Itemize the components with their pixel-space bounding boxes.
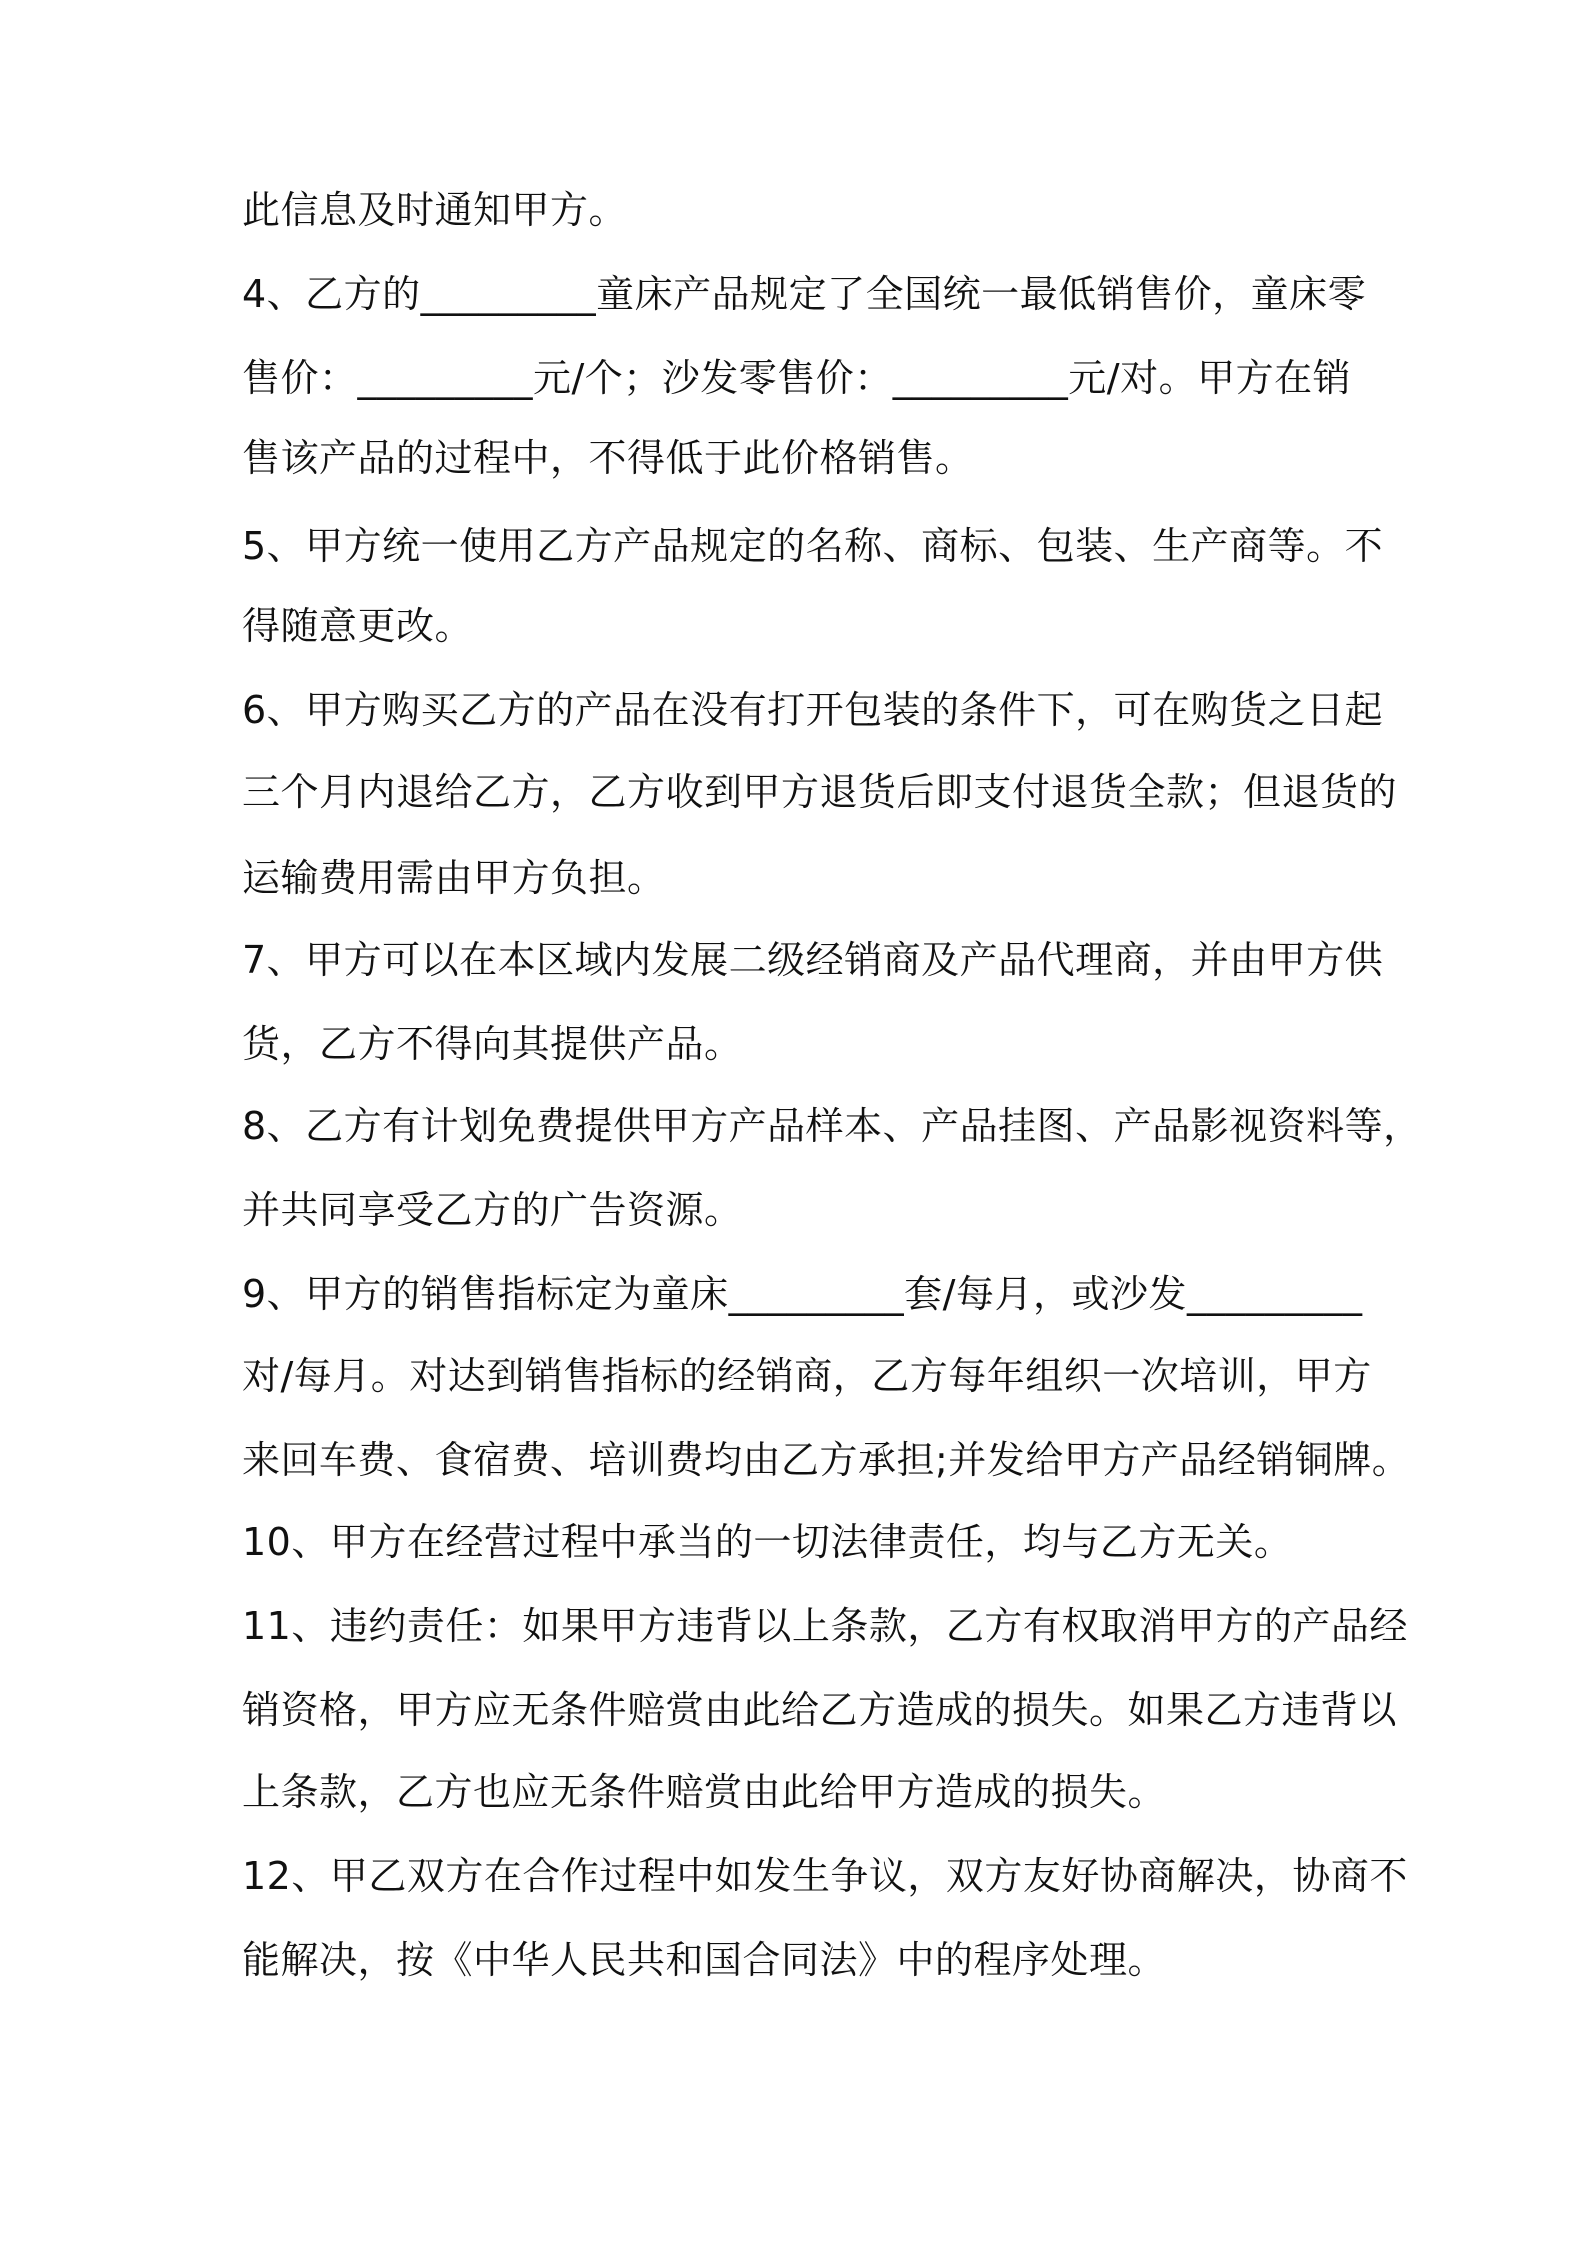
text-line: 上条款，乙方也应无条件赔赏由此给甲方造成的损失。 — [242, 1770, 1167, 1814]
text-line: 售该产品的过程中，不得低于此价格销售。 — [242, 436, 974, 480]
text-line: 10、甲方在经营过程中承当的一切法律责任，均与乙方无关。 — [242, 1520, 1293, 1564]
text-line: 此信息及时通知甲方。 — [242, 188, 628, 232]
text-line: 并共同享受乙方的广告资源。 — [242, 1188, 743, 1232]
text-line: 售价：_________元/个；沙发零售价：_________元/对。甲方在销 — [242, 356, 1352, 400]
text-line: 得随意更改。 — [242, 604, 474, 648]
text-line: 9、甲方的销售指标定为童床_________套/每月，或沙发_________ — [242, 1272, 1363, 1316]
text-line: 对/每月。对达到销售指标的经销商，乙方每年组织一次培训，甲方 — [242, 1354, 1372, 1398]
text-line: 货，乙方不得向其提供产品。 — [242, 1022, 743, 1066]
text-line: 7、甲方可以在本区域内发展二级经销商及产品代理商，并由甲方供 — [242, 938, 1384, 982]
text-line: 运输费用需由甲方负担。 — [242, 856, 666, 900]
text-line: 销资格，甲方应无条件赔赏由此给乙方造成的损失。如果乙方违背以 — [242, 1688, 1398, 1732]
text-line: 能解决，按《中华人民共和国合同法》中的程序处理。 — [242, 1938, 1167, 1982]
text-line: 来回车费、食宿费、培训费均由乙方承担;并发给甲方产品经销铜牌。 — [242, 1438, 1411, 1482]
text-line: 12、甲乙双方在合作过程中如发生争议，双方友好协商解决，协商不 — [242, 1854, 1408, 1898]
text-line: 11、违约责任：如果甲方违背以上条款，乙方有权取消甲方的产品经 — [242, 1604, 1408, 1648]
text-line: 4、乙方的_________童床产品规定了全国统一最低销售价，童床零 — [242, 272, 1367, 316]
text-line: 三个月内退给乙方，乙方收到甲方退货后即支付退货全款；但退货的 — [242, 770, 1398, 814]
text-line: 6、甲方购买乙方的产品在没有打开包装的条件下，可在购货之日起 — [242, 688, 1384, 732]
text-line: 8、乙方有计划免费提供甲方产品样本、产品挂图、产品影视资料等， — [242, 1104, 1422, 1148]
text-line: 5、甲方统一使用乙方产品规定的名称、商标、包装、生产商等。不 — [242, 524, 1384, 568]
